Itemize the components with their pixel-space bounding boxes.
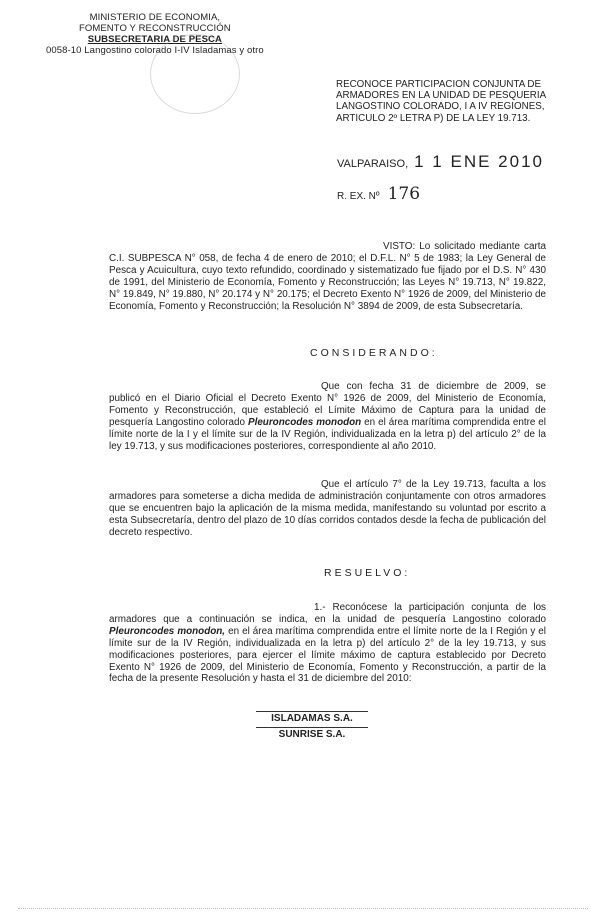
considerando-paragraph-2: Que el artículo 7° de la Ley 19.713, faculta a los armadores para someterse a dicha medida de administración conjuntamente con otros armadores que se encuentren bajo la aplicación de la misma medida, manifestando su voluntad por escrito a esta Subsecretaría, dentro del plazo de 10 días corridos contados desde la fecha de publicación del decreto respectivo. [109, 479, 546, 538]
date-stamp: 1 1 ENE 2010 [414, 152, 544, 171]
considerando-heading: CONSIDERANDO: [310, 347, 438, 359]
resolution-number-line [337, 184, 420, 204]
ministry-line-2: FOMENTO Y RECONSTRUCCIÓN [78, 23, 231, 34]
place-date-line [337, 152, 544, 172]
undersecretariat-line: SUBSECRETARIA DE PESCA [87, 34, 222, 45]
official-stamp [150, 34, 240, 114]
subject-block: RECONOCE PARTICIPACION CONJUNTA DE ARMADORES EN LA UNIDAD DE PESQUERIA LANGOSTINO COLORADO, I A IV REGIONES, ARTICULO 2º LETRA P) DE LA LEY 19.713. [336, 79, 546, 124]
p3-text-a: 1.- Reconócese la participación conjunta de los armadores que a continuación se indica, en la unidad de pesquería Langostino colorado [109, 602, 546, 625]
resuelvo-heading: RESUELVO: [324, 567, 411, 579]
ministry-line-1: MINISTERIO DE ECONOMIA, [89, 12, 221, 23]
page-bottom-rule [18, 908, 588, 909]
p1-species: Pleuroncodes monodon [247, 416, 362, 428]
place: VALPARAISO, [337, 158, 409, 170]
rex-label: R. EX. Nº [337, 191, 380, 202]
resolution-article-1 [109, 602, 546, 685]
visto-paragraph: VISTO: Lo solicitado mediante carta C.I. SUBPESCA N° 058, de fecha 4 de enero de 2010; el D.F.L. N° 5 de 1983; la Ley General de Pesca y Acuicultura, cuyo texto refundido, coordinado y sistematizado fue fijado por el D.S. N° 430 de 1991, del Ministerio de Economía, Fomento y Reconstrucción; las Leyes N° 19.713, N° 19.822, N° 19.849, N° 19.880, N° 20.174 y N° 20.175; el Decreto Exento N° 1926 de 2009, del Ministerio de Economía, Fomento y Reconstrucción; la Resolución N° 3894 de 2009, de esta Subsecretaría. [109, 241, 546, 312]
shipowner-1: ISLADAMAS S.A. [256, 711, 368, 724]
reference-line: 0058-10 Langostino colorado I-IV Isladamas y otro [46, 45, 264, 56]
shipowner-2: SUNRISE S.A. [256, 727, 368, 740]
p3-text-b: en el área marítima comprendida entre el límite norte de la I Región y el límite sur de la IV Región, individualizada en la letra p) del artículo 2° de la ley 19.713, y sus modificaciones posteriores, para ejercer el límite máximo de captura establecido por Decreto Exento N° 1926 de 2009, del Ministerio de Economía, Fomento y Reconstrucción, a partir de la fecha de la presente Resolución y hasta el 31 de diciembre del 2010: [109, 625, 546, 685]
p1-text-b: en el área marítima comprendida entre el límite norte de la I y el límite sur de la IV Región, individualizada en la letra p) del artículo 2° de la ley 19.713, y sus modificaciones posteriores, correspondiente al año 2010. [109, 416, 546, 452]
considerando-paragraph-1 [109, 381, 546, 452]
p3-species: Pleuroncodes monodon, [109, 625, 226, 637]
rex-number: 176 [387, 184, 421, 204]
p1-text-a: Que con fecha 31 de diciembre de 2009, se publicó en el Diario Oficial el Decreto Exento N° 1926 de 2009, del Ministerio de Economía, Fomento y Reconstrucción, que estableció el Límite Máximo de Captura para la unidad de pesquería Langostino colorado [109, 381, 546, 428]
